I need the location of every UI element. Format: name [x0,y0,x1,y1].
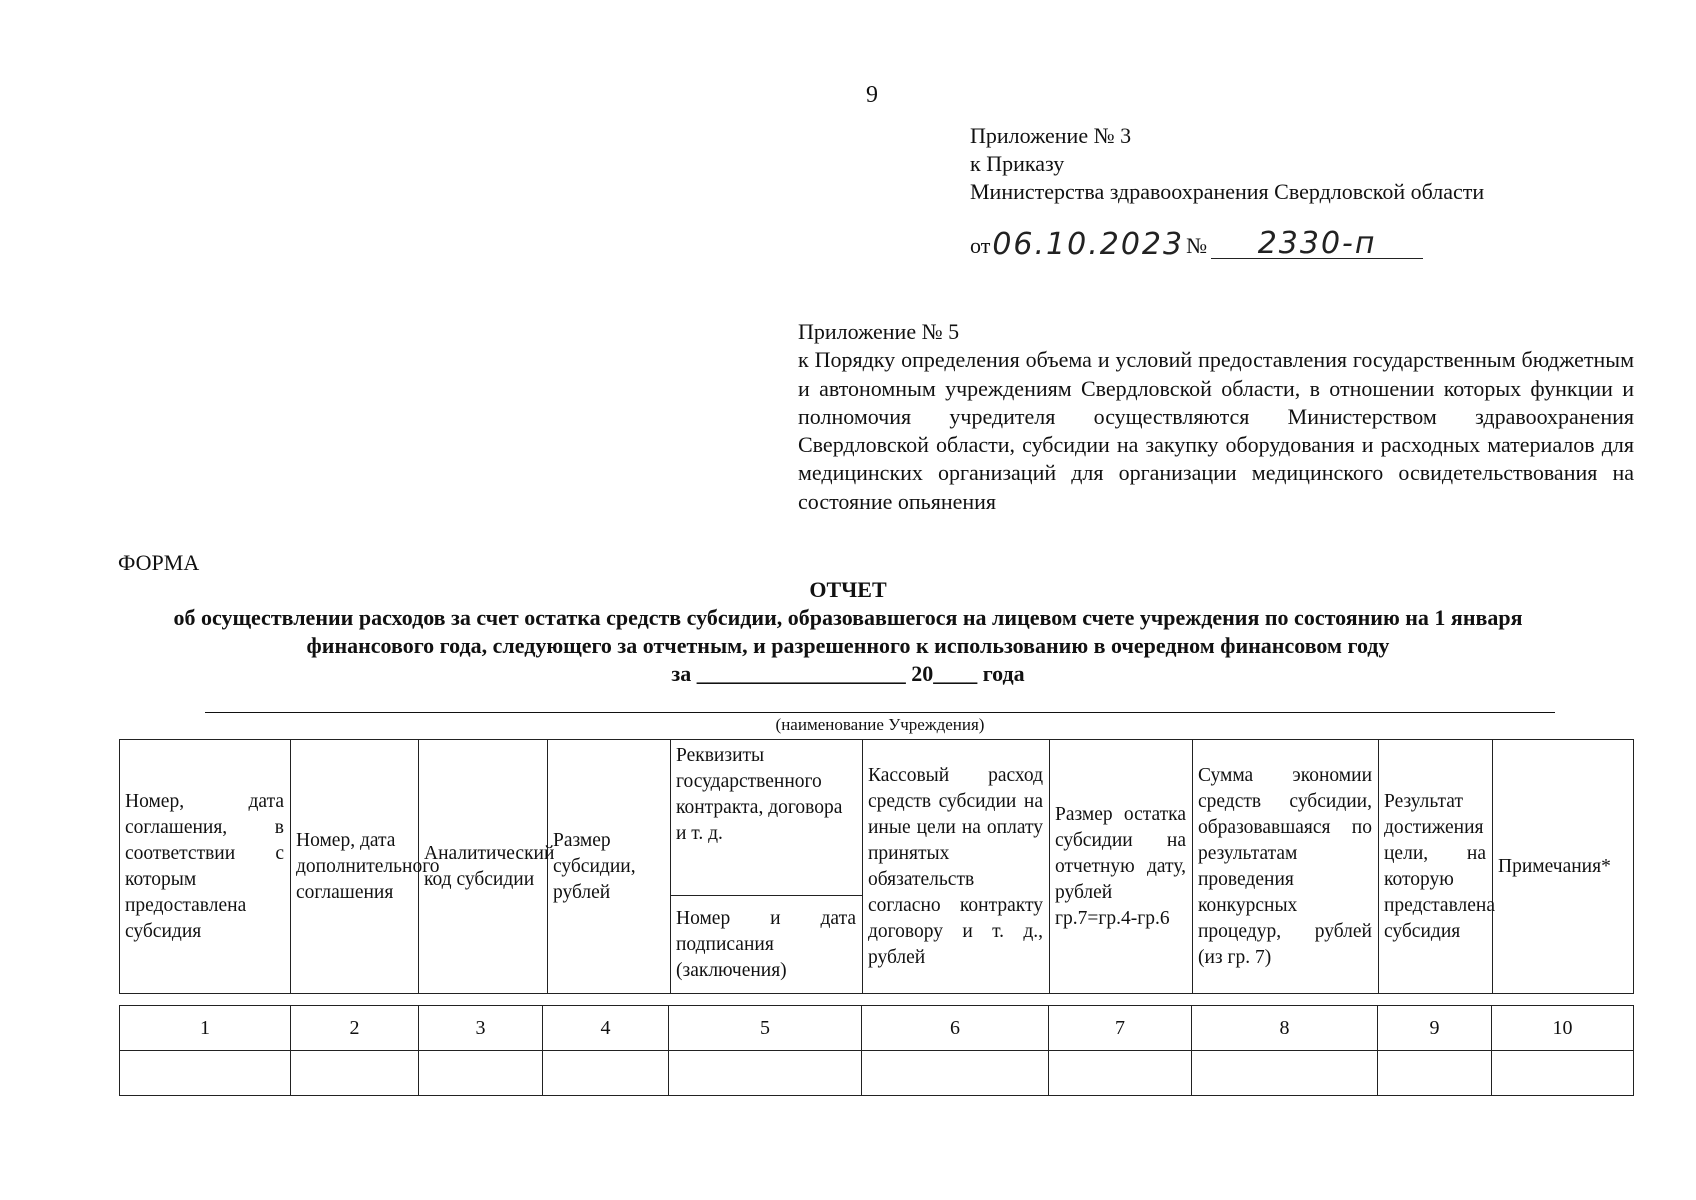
header-subsidy-amount: Размер субсидии, рублей [548,740,671,994]
appendix-3-ministry: Министерства здравоохранения Свердловской области [970,179,1485,204]
column-number: 7 [1049,1006,1192,1051]
header-notes: Примечания* [1493,740,1634,994]
page-number: 9 [866,82,878,108]
header-goal-result: Результат достижения цели, на которую представлена субсидия [1379,740,1493,994]
column-number: 9 [1378,1006,1492,1051]
appendix-5-title: Приложение № 5 [798,319,960,344]
report-subtitle-line1: об осуществлении расходов за счет остатка средств субсидии, образовавшегося на лицевом счете учреждения по состоянию на 1 января [173,605,1523,630]
appendix-5-text: к Порядку определения объема и условий предоставления государственным бюджетным и автономным учреждениям Свердловской области, в отношении которых функции и полномочия учредителя осуществляются Министерством здравоохранения Свердловской области, субсидии на закупку оборудования и расходных материалов для медицинских организаций для организации медицинского освидетельствования на состояние опьянения [798,347,1634,514]
order-date-handwritten: 06.10.2023 [992,227,1185,262]
empty-cell [120,1051,291,1096]
header-remaining-balance: Размер остатка субсидии на отчетную дату, рублей гр.7=гр.4-гр.6 [1050,740,1193,994]
empty-cell [862,1051,1049,1096]
empty-cell [669,1051,862,1096]
organization-name-line [205,712,1555,713]
column-number: 6 [862,1006,1049,1051]
report-period: за ___________________ 20____ года [671,661,1025,686]
column-number: 2 [291,1006,419,1051]
header-contract-details: Реквизиты государственного контракта, договора и т. д. [671,740,863,896]
appendix-5-block [798,318,1634,516]
empty-cell [1378,1051,1492,1096]
column-numbers-row [120,1006,1634,1051]
report-subtitle-line2: финансового года, следующего за отчетным, и разрешенного к использованию в очередном финансовом году [306,633,1390,658]
header-contract-number-date: Номер и дата подписания (заключения) [671,896,863,994]
column-number: 10 [1492,1006,1634,1051]
number-prefix: № [1186,233,1208,258]
column-number: 3 [419,1006,543,1051]
empty-cell [419,1051,543,1096]
header-additional-agreement: Номер, дата дополнительного соглашения [291,740,419,994]
header-agreement: Номер, дата соглашения, в соответствии с которым предоставлена субсидия [120,740,291,994]
date-prefix: от [970,233,991,258]
column-number: 1 [120,1006,291,1051]
appendix-3-title: Приложение № 3 [970,123,1132,148]
table-row [120,1051,1634,1096]
empty-cell [1492,1051,1634,1096]
report-data-table [119,1005,1634,1096]
form-label: ФОРМА [118,550,200,575]
column-number: 5 [669,1006,862,1051]
organization-caption: (наименование Учреждения) [775,715,985,734]
order-number-handwritten: 2330-п [1211,230,1423,259]
header-cash-expense: Кассовый расход средств субсидии на иные цели на оплату принятых обязательств согласно контракту договору и т. д., рублей [863,740,1050,994]
empty-cell [1049,1051,1192,1096]
report-title: ОТЧЕТ [809,577,887,602]
report-header-table [119,739,1634,994]
column-number: 8 [1192,1006,1378,1051]
appendix-3-order-ref: к Приказу [970,151,1065,176]
header-analytic-code: Аналитический код субсидии [419,740,548,994]
order-date-number [970,226,1423,262]
header-savings: Сумма экономии средств субсидии, образовавшаяся по результатам проведения конкурсных процедур, рублей (из гр. 7) [1193,740,1379,994]
empty-cell [291,1051,419,1096]
report-heading [130,576,1566,688]
column-number: 4 [543,1006,669,1051]
empty-cell [543,1051,669,1096]
empty-cell [1192,1051,1378,1096]
appendix-3-block [970,122,1484,206]
